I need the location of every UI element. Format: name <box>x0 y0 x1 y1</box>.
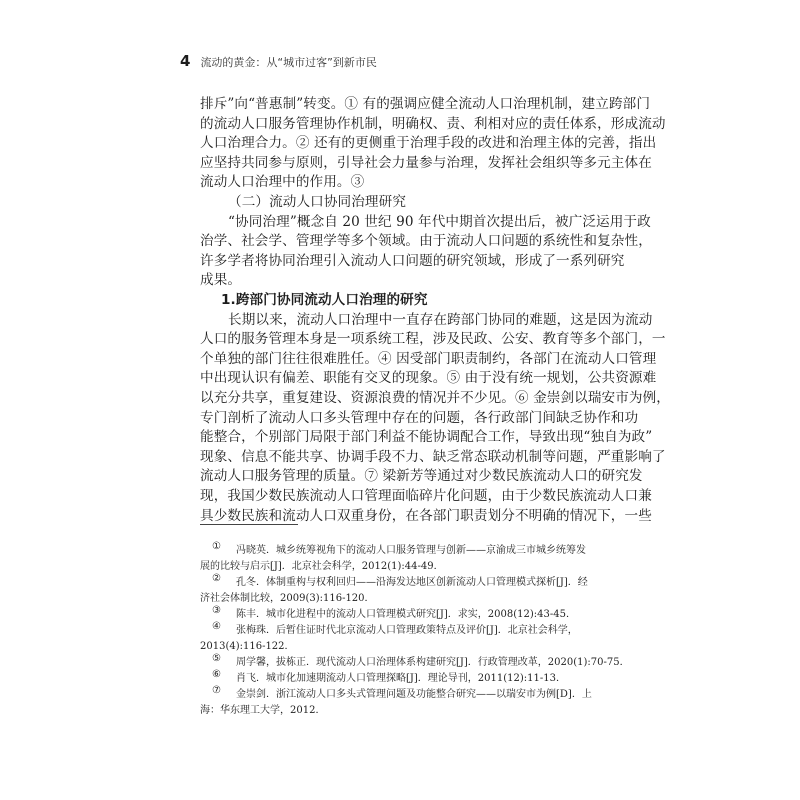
section-heading: （二）流动人口协同治理研究 <box>228 194 407 210</box>
footnote-text-cont: 展的比较与启示[J]．北京社会科学，2012(1):44-49． <box>200 561 444 572</box>
body-line: 现象、信息不能共享、协调手段不力、缺乏常态联动机制等问题，严重影响了 <box>200 448 666 465</box>
body-line: 流动人口服务管理的质量。⑦ 梁新芳等通过对少数民族流动人口的研究发 <box>200 468 643 485</box>
body-line: 流动人口治理中的作用。③ <box>200 174 365 191</box>
body-line: 治学、社会学、管理学等多个领域。由于流动人口问题的系统性和复杂性， <box>200 233 652 250</box>
body-line: 人口的服务管理本身是一项系统工程，涉及民政、公安、教育等多个部门，一 <box>200 331 666 348</box>
running-title: 流动的黄金：从“城市过客”到新市民 <box>200 56 377 69</box>
page-number: 4 <box>180 52 191 70</box>
body-line: 能整合，个别部门局限于部门利益不能协调配合工作，导致出现“独自为政” <box>200 429 653 446</box>
body-line: 现，我国少数民族流动人口管理面临碎片化问题，由于少数民族流动人口兼 <box>200 488 652 504</box>
footnote-text: 张梅珠．后暂住证时代北京流动人口管理政策特点及评价[J]．北京社会科学， <box>236 625 578 636</box>
body-line: 应坚持共同参与原则，引导社会力量参与治理，发挥社会组织等多元主体在 <box>200 154 652 171</box>
body-line: 人口治理合力。② 还有的更侧重于治理手段的改进和治理主体的完善，指出 <box>200 135 657 152</box>
body-line: 长期以来，流动人口治理中一直存在跨部门协同的难题，这是因为流动 <box>228 311 653 328</box>
footnote-mark: ⑦ <box>212 685 221 696</box>
footnote-text-cont: 海：华东理工大学，2012． <box>200 705 326 716</box>
footnote-text-cont: 济社会体制比较，2009(3):116-120． <box>200 593 375 604</box>
footnote-text: 金崇剑．浙江流动人口多头式管理问题及功能整合研究——以瑞安市为例[D]．上 <box>236 689 592 700</box>
footnote-mark: ④ <box>212 621 221 632</box>
body-line: 中出现认识有偏差、职能有交叉的现象。⑤ 由于没有统一规划，公共资源难 <box>200 370 657 387</box>
footnote-text-cont: 2013(4):116-122． <box>200 641 295 652</box>
body-line: 排斥”向“普惠制”转变。① 有的强调应健全流动人口治理机制，建立跨部门 <box>200 96 651 112</box>
body-line: 许多学者将协同治理引入流动人口问题的研究领域，形成了一系列研究 <box>200 252 625 269</box>
subsection-heading: 1.跨部门协同流动人口治理的研究 <box>221 292 428 308</box>
footnote-text: 周学馨，拔栋正．现代流动人口治理体系构建研究[J]．行政管理改革，2020(1):70-75． <box>236 657 630 668</box>
page-header <box>180 52 377 72</box>
footnote-rule <box>200 524 298 525</box>
footnote-mark: ⑤ <box>212 653 221 664</box>
footnote-text: 肖飞．城市化加速期流动人口管理探略[J]．理论导刊，2011(12):11-13． <box>236 673 566 684</box>
body-line: 具少数民族和流动人口双重身份，在各部门职责划分不明确的情况下，一些 <box>200 507 652 524</box>
body-line: 的流动人口服务管理协作机制，明确权、责、利相对应的责任体系，形成流动 <box>200 115 666 132</box>
footnote-mark: ② <box>212 573 221 584</box>
body-line: 以充分共享，重复建设、资源浪费的情况并不少见。⑥ 金崇剑以瑞安市为例， <box>200 390 671 406</box>
body-line: 成果。 <box>200 272 242 289</box>
footnote-mark: ① <box>212 541 221 552</box>
body-line: “协同治理”概念自 20 世纪 90 年代中期首次提出后，被广泛运用于政 <box>228 213 651 230</box>
footnote-text: 陈丰．城市化进程中的流动人口管理模式研究[J]．求实，2008(12):43-45． <box>236 609 576 620</box>
footnote-mark: ③ <box>212 605 221 616</box>
body-line: 专门剖析了流动人口多头管理中存在的问题，各行政部门间缺乏协作和功 <box>200 409 639 426</box>
body-line: 个单独的部门往往很难胜任。④ 因受部门职责制约，各部门在流动人口管理 <box>200 350 657 367</box>
footnote-mark: ⑥ <box>212 669 221 680</box>
footnote-text: 冯晓英．城乡统筹视角下的流动人口服务管理与创新——京渝成三市城乡统筹发 <box>236 545 586 556</box>
footnote-text: 孔冬．体制重构与权利回归——沿海发达地区创新流动人口管理模式探析[J]．经 <box>236 577 588 588</box>
